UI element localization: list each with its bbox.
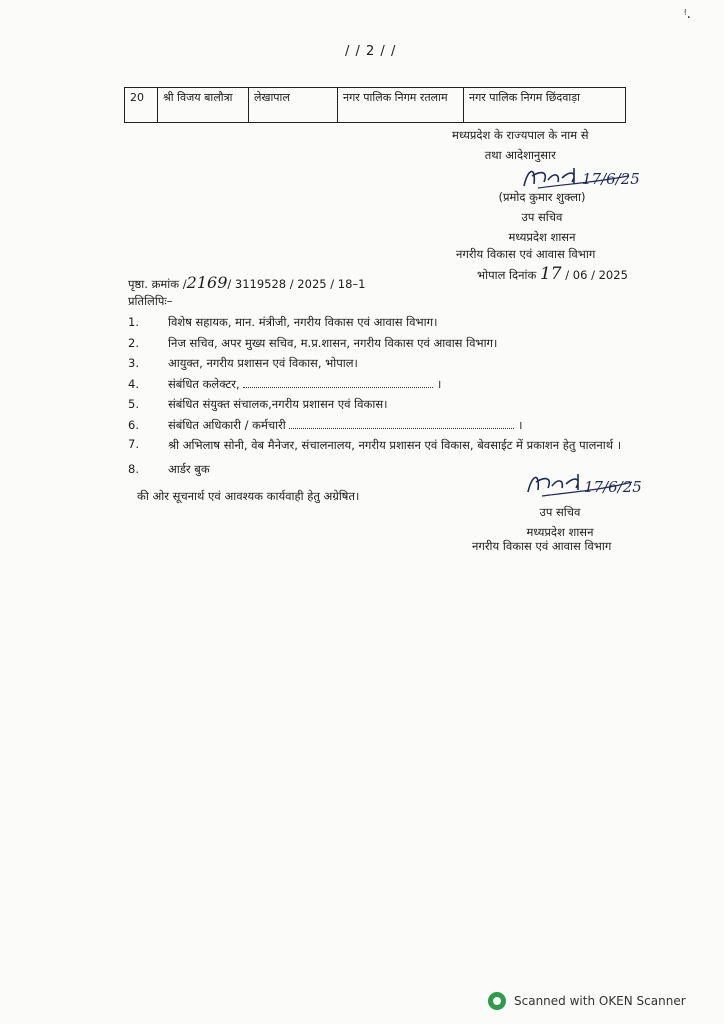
- list-item: 1. विशेष सहायक, मान. मंत्रीजी, नगरीय विकास एवं आवास विभाग।: [128, 315, 438, 329]
- signatory-name: (प्रमोद कुमार शुक्ला): [498, 190, 586, 204]
- transfer-table-row: [124, 87, 626, 123]
- reference-number: [128, 273, 365, 292]
- fill-in-dots: [243, 376, 433, 388]
- signature-date-top: 17/6/25: [582, 170, 640, 188]
- serial-cell: 20: [125, 88, 158, 123]
- copy-to-label: प्रतिलिपिः–: [128, 294, 173, 308]
- scanner-watermark: [488, 992, 686, 1010]
- signatory-department: नगरीय विकास एवं आवास विभाग: [456, 247, 596, 261]
- list-item: 4. संबंधित कलेक्टर, ।: [128, 376, 442, 391]
- copy-list: [128, 312, 658, 480]
- issue-date: [477, 264, 628, 284]
- list-item: 2. निज सचिव, अपर मुख्य सचिव, म.प्र.शासन, नगरीय विकास एवं आवास विभाग।: [128, 335, 498, 350]
- corner-mark: ᵎ.: [684, 6, 691, 22]
- order-authority-line-2: तथा आदेशानुसार: [484, 148, 556, 162]
- bottom-signatory-designation: उप सचिव: [539, 505, 581, 519]
- scanner-logo-icon: [488, 992, 506, 1010]
- list-item: 5. संबंधित संयुक्त संचालक,नगरीय प्रशासन एवं विकास।: [128, 397, 388, 411]
- fill-in-dots: [289, 417, 514, 429]
- to-office-cell: नगर पालिक निगम छिंदवाड़ा: [464, 88, 626, 123]
- reference-suffix: / 3119528 / 2025 / 18–1: [227, 277, 366, 291]
- issue-date-rest: / 06 / 2025: [565, 268, 628, 282]
- list-item: 7. श्री अभिलाष सोनी, वेब मैनेजर, संचालनालय, नगरीय प्रशासन एवं विकास, बेवसाईट में प्रकाशन हेतु पालनार्थ ।: [128, 437, 622, 452]
- reference-handwritten-number: 2169: [186, 273, 228, 292]
- page-number: / / 2 / /: [345, 44, 397, 59]
- scanner-watermark-text: Scanned with OKEN Scanner: [514, 994, 686, 1008]
- signatory-designation: उप सचिव: [521, 210, 563, 224]
- signature-bottom: [522, 466, 652, 506]
- list-item: 8. आर्डर बुक: [128, 462, 210, 476]
- reference-prefix: पृष्ठा. क्रमांक /: [128, 277, 187, 291]
- from-office-cell: नगर पालिक निगम रतलाम: [338, 88, 464, 123]
- forward-note: की ओर सूचनार्थ एवं आवश्यक कार्यवाही हेतु अग्रेषित।: [137, 489, 360, 503]
- name-cell: श्री विजय बालौत्रा: [158, 88, 249, 123]
- bottom-signatory-department: नगरीय विकास एवं आवास विभाग: [472, 539, 612, 553]
- issue-date-day: 17: [539, 264, 562, 284]
- signatory-government: मध्यप्रदेश शासन: [508, 230, 576, 244]
- issue-date-label: भोपाल दिनांक: [477, 268, 537, 282]
- signatory-block: [452, 187, 632, 247]
- order-authority-line-1: मध्यप्रदेश के राज्यपाल के नाम से: [452, 128, 589, 142]
- bottom-signatory-government: मध्यप्रदेश शासन: [526, 525, 594, 539]
- designation-cell: लेखापाल: [249, 88, 338, 123]
- list-item: 6. संबंधित अधिकारी / कर्मचारी ।: [128, 417, 523, 432]
- list-item: 3. आयुक्त, नगरीय प्रशासन एवं विकास, भोपाल।: [128, 356, 358, 370]
- signature-date-bottom: 17/6/25: [584, 478, 642, 496]
